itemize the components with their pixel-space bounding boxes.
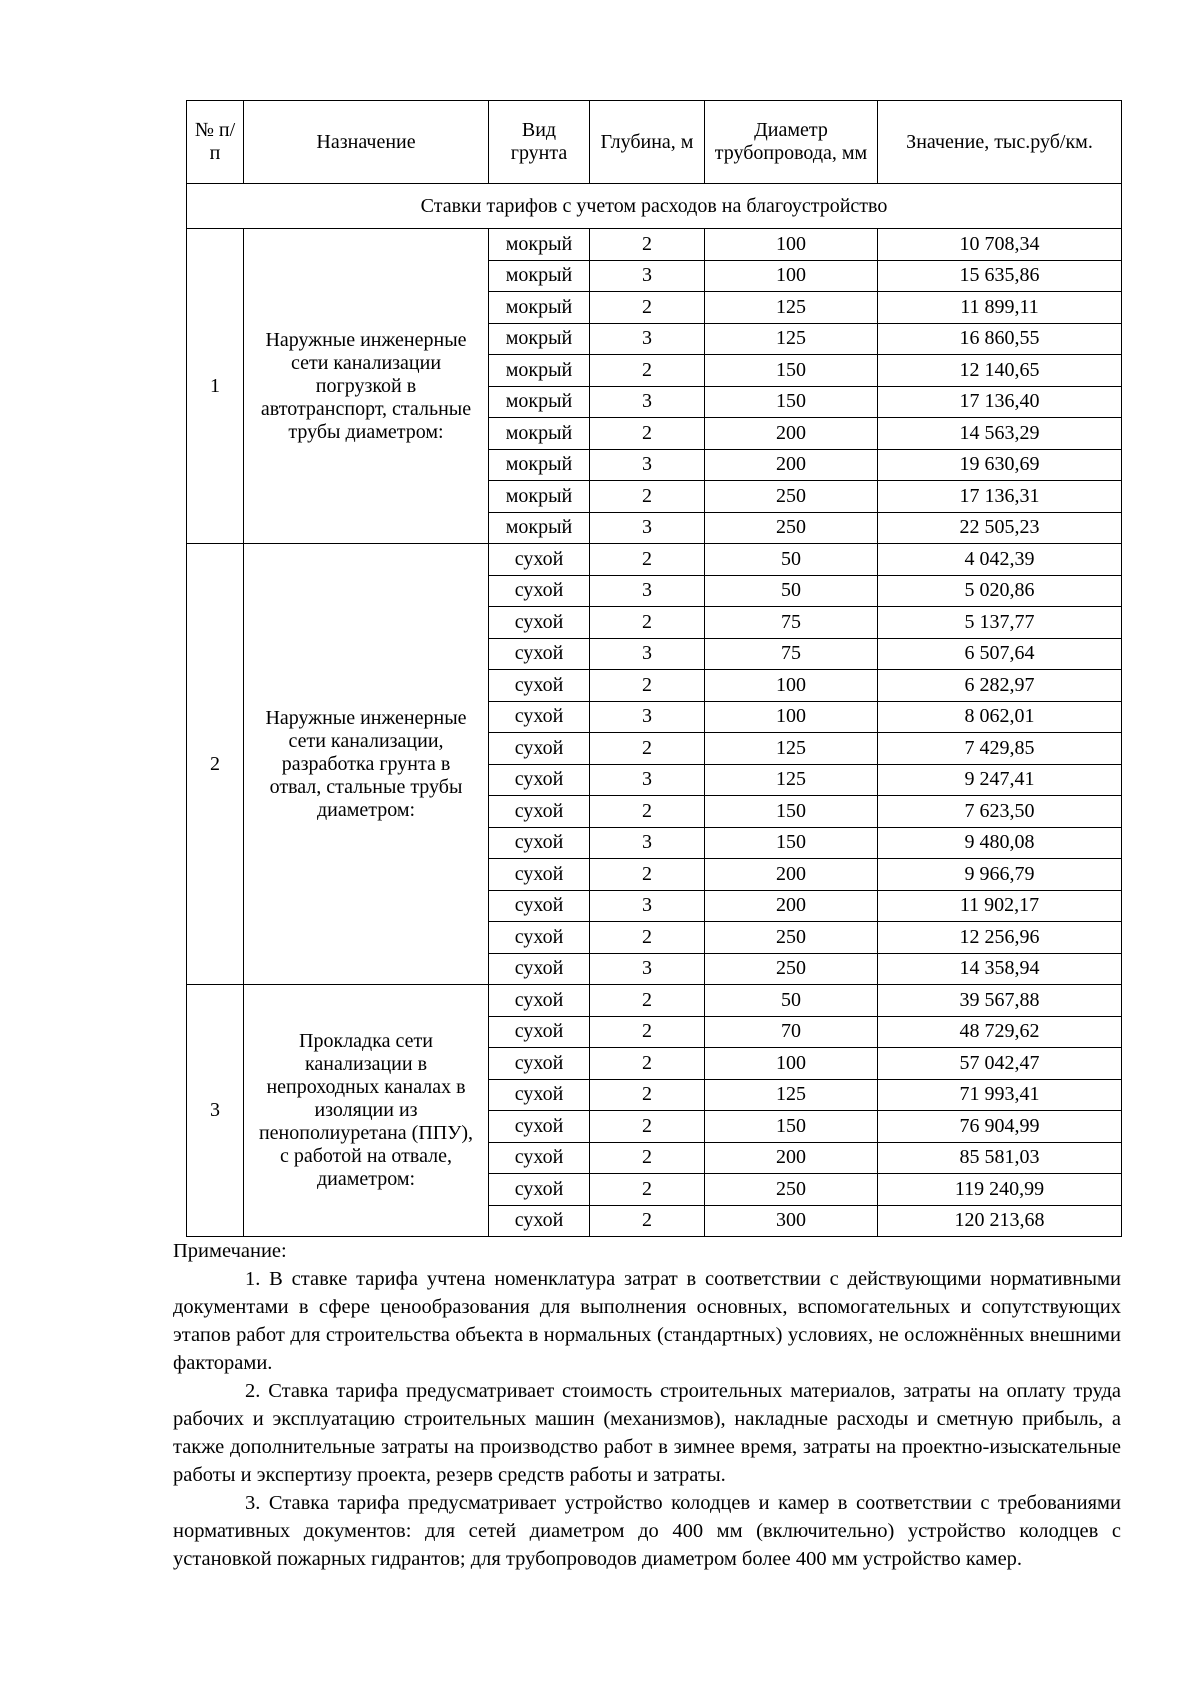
cell-soil: мокрый	[489, 323, 590, 355]
cell-value: 5 020,86	[878, 575, 1122, 607]
cell-diameter: 150	[705, 355, 878, 387]
cell-depth: 2	[590, 733, 705, 765]
cell-depth: 3	[590, 701, 705, 733]
cell-diameter: 100	[705, 229, 878, 261]
cell-depth: 3	[590, 449, 705, 481]
group-number: 1	[187, 229, 244, 544]
cell-diameter: 125	[705, 323, 878, 355]
cell-soil: сухой	[489, 1205, 590, 1237]
cell-depth: 2	[590, 1142, 705, 1174]
cell-soil: сухой	[489, 544, 590, 576]
group-purpose: Наружные инженерные сети канализации, разработка грунта в отвал, стальные трубы диаметром:	[244, 544, 489, 985]
cell-soil: мокрый	[489, 449, 590, 481]
cell-diameter: 200	[705, 449, 878, 481]
cell-soil: сухой	[489, 890, 590, 922]
cell-value: 16 860,55	[878, 323, 1122, 355]
cell-soil: сухой	[489, 1016, 590, 1048]
cell-diameter: 300	[705, 1205, 878, 1237]
cell-value: 39 567,88	[878, 985, 1122, 1017]
cell-value: 48 729,62	[878, 1016, 1122, 1048]
cell-soil: сухой	[489, 922, 590, 954]
header-num: № п/п	[187, 101, 244, 184]
cell-depth: 3	[590, 764, 705, 796]
cell-value: 12 256,96	[878, 922, 1122, 954]
cell-diameter: 250	[705, 922, 878, 954]
cell-depth: 2	[590, 670, 705, 702]
cell-value: 12 140,65	[878, 355, 1122, 387]
note-item-1: 1. В ставке тарифа учтена номенклатура затрат в соответствии с действующими нормативными документами в сфере ценообразования для выполнения основных, вспомогательных и сопутствующих этапов работ для строительства объекта в нормальных (стандартных) условиях, не осложнённых внешними факторами.	[173, 1268, 1121, 1374]
header-depth: Глубина, м	[590, 101, 705, 184]
note-item-3: 3. Ставка тарифа предусматривает устройство колодцев и камер в соответствии с требованиями нормативных документов: для сетей диаметром до 400 мм (включительно) устройство колодцев с установкой пожарных гидрантов; для трубопроводов диаметром более 400 мм устройство камер.	[173, 1492, 1121, 1570]
cell-depth: 2	[590, 418, 705, 450]
cell-depth: 3	[590, 890, 705, 922]
cell-soil: сухой	[489, 1174, 590, 1206]
cell-soil: сухой	[489, 1048, 590, 1080]
group-purpose: Наружные инженерные сети канализации погрузкой в автотранспорт, стальные трубы диаметром:	[244, 229, 489, 544]
cell-value: 15 635,86	[878, 260, 1122, 292]
cell-depth: 2	[590, 1079, 705, 1111]
cell-depth: 3	[590, 260, 705, 292]
cell-depth: 2	[590, 229, 705, 261]
cell-depth: 2	[590, 796, 705, 828]
cell-diameter: 250	[705, 1174, 878, 1206]
cell-value: 17 136,40	[878, 386, 1122, 418]
cell-depth: 3	[590, 827, 705, 859]
cell-diameter: 250	[705, 512, 878, 544]
table-body	[187, 184, 1122, 1237]
cell-depth: 3	[590, 953, 705, 985]
cell-diameter: 125	[705, 292, 878, 324]
cell-diameter: 150	[705, 827, 878, 859]
cell-value: 71 993,41	[878, 1079, 1122, 1111]
cell-soil: сухой	[489, 701, 590, 733]
cell-value: 7 429,85	[878, 733, 1122, 765]
table-row	[187, 985, 1122, 1017]
cell-soil: сухой	[489, 733, 590, 765]
cell-soil: сухой	[489, 1142, 590, 1174]
cell-diameter: 200	[705, 418, 878, 450]
cell-value: 4 042,39	[878, 544, 1122, 576]
cell-soil: сухой	[489, 985, 590, 1017]
cell-diameter: 50	[705, 544, 878, 576]
cell-diameter: 125	[705, 733, 878, 765]
cell-soil: сухой	[489, 1079, 590, 1111]
cell-value: 120 213,68	[878, 1205, 1122, 1237]
cell-value: 22 505,23	[878, 512, 1122, 544]
cell-soil: мокрый	[489, 481, 590, 513]
cell-soil: сухой	[489, 764, 590, 796]
cell-soil: сухой	[489, 575, 590, 607]
cell-diameter: 100	[705, 260, 878, 292]
cell-depth: 3	[590, 386, 705, 418]
cell-value: 9 966,79	[878, 859, 1122, 891]
header-diameter: Диаметр трубопровода, мм	[705, 101, 878, 184]
cell-depth: 2	[590, 1174, 705, 1206]
cell-value: 11 902,17	[878, 890, 1122, 922]
cell-value: 76 904,99	[878, 1111, 1122, 1143]
cell-soil: сухой	[489, 859, 590, 891]
cell-value: 119 240,99	[878, 1174, 1122, 1206]
cell-diameter: 250	[705, 481, 878, 513]
cell-value: 11 899,11	[878, 292, 1122, 324]
cell-depth: 2	[590, 1111, 705, 1143]
tariff-table	[186, 100, 1122, 1237]
cell-depth: 2	[590, 859, 705, 891]
notes-title: Примечание:	[173, 1240, 287, 1262]
cell-diameter: 150	[705, 796, 878, 828]
cell-diameter: 125	[705, 1079, 878, 1111]
cell-value: 14 563,29	[878, 418, 1122, 450]
cell-diameter: 50	[705, 575, 878, 607]
header-value: Значение, тыс.руб/км.	[878, 101, 1122, 184]
header-soil: Вид грунта	[489, 101, 590, 184]
notes-block	[173, 1237, 1121, 1573]
cell-depth: 2	[590, 544, 705, 576]
cell-diameter: 50	[705, 985, 878, 1017]
cell-soil: мокрый	[489, 386, 590, 418]
cell-soil: сухой	[489, 638, 590, 670]
cell-diameter: 150	[705, 386, 878, 418]
cell-diameter: 125	[705, 764, 878, 796]
cell-value: 57 042,47	[878, 1048, 1122, 1080]
cell-depth: 2	[590, 481, 705, 513]
table-row	[187, 229, 1122, 261]
cell-value: 9 247,41	[878, 764, 1122, 796]
cell-soil: мокрый	[489, 229, 590, 261]
cell-soil: сухой	[489, 1111, 590, 1143]
cell-soil: сухой	[489, 607, 590, 639]
cell-depth: 2	[590, 607, 705, 639]
table-header-row	[187, 101, 1122, 184]
group-number: 2	[187, 544, 244, 985]
cell-depth: 3	[590, 638, 705, 670]
cell-value: 10 708,34	[878, 229, 1122, 261]
section-title: Ставки тарифов с учетом расходов на благоустройство	[187, 184, 1122, 229]
cell-value: 85 581,03	[878, 1142, 1122, 1174]
cell-depth: 2	[590, 985, 705, 1017]
cell-value: 17 136,31	[878, 481, 1122, 513]
cell-diameter: 70	[705, 1016, 878, 1048]
cell-value: 5 137,77	[878, 607, 1122, 639]
cell-soil: мокрый	[489, 355, 590, 387]
cell-depth: 3	[590, 512, 705, 544]
cell-depth: 2	[590, 922, 705, 954]
cell-soil: сухой	[489, 670, 590, 702]
cell-soil: мокрый	[489, 418, 590, 450]
cell-diameter: 75	[705, 638, 878, 670]
cell-value: 6 507,64	[878, 638, 1122, 670]
cell-depth: 2	[590, 292, 705, 324]
cell-soil: сухой	[489, 796, 590, 828]
cell-soil: мокрый	[489, 292, 590, 324]
cell-depth: 3	[590, 323, 705, 355]
section-row	[187, 184, 1122, 229]
cell-value: 19 630,69	[878, 449, 1122, 481]
cell-diameter: 200	[705, 890, 878, 922]
cell-depth: 2	[590, 1016, 705, 1048]
cell-depth: 2	[590, 1205, 705, 1237]
note-item-2: 2. Ставка тарифа предусматривает стоимость строительных материалов, затраты на оплату труда рабочих и эксплуатацию строительных машин (механизмов), накладные расходы и сметную прибыль, а также дополнительные затраты на производство работ в зимнее время, затраты на проектно-изыскательные работы и экспертизу проекта, резерв средств работы и затраты.	[173, 1380, 1121, 1486]
cell-diameter: 100	[705, 1048, 878, 1080]
cell-diameter: 150	[705, 1111, 878, 1143]
cell-value: 6 282,97	[878, 670, 1122, 702]
cell-diameter: 200	[705, 859, 878, 891]
cell-soil: сухой	[489, 953, 590, 985]
cell-value: 8 062,01	[878, 701, 1122, 733]
cell-soil: сухой	[489, 827, 590, 859]
cell-value: 14 358,94	[878, 953, 1122, 985]
group-number: 3	[187, 985, 244, 1237]
cell-depth: 2	[590, 355, 705, 387]
cell-diameter: 75	[705, 607, 878, 639]
table-row	[187, 544, 1122, 576]
cell-value: 9 480,08	[878, 827, 1122, 859]
cell-diameter: 250	[705, 953, 878, 985]
cell-diameter: 100	[705, 670, 878, 702]
cell-depth: 3	[590, 575, 705, 607]
cell-diameter: 100	[705, 701, 878, 733]
cell-depth: 2	[590, 1048, 705, 1080]
cell-value: 7 623,50	[878, 796, 1122, 828]
header-purpose: Назначение	[244, 101, 489, 184]
cell-soil: мокрый	[489, 512, 590, 544]
group-purpose: Прокладка сети канализации в непроходных каналах в изоляции из пенополиуретана (ППУ), с работой на отвале, диаметром:	[244, 985, 489, 1237]
cell-soil: мокрый	[489, 260, 590, 292]
cell-diameter: 200	[705, 1142, 878, 1174]
